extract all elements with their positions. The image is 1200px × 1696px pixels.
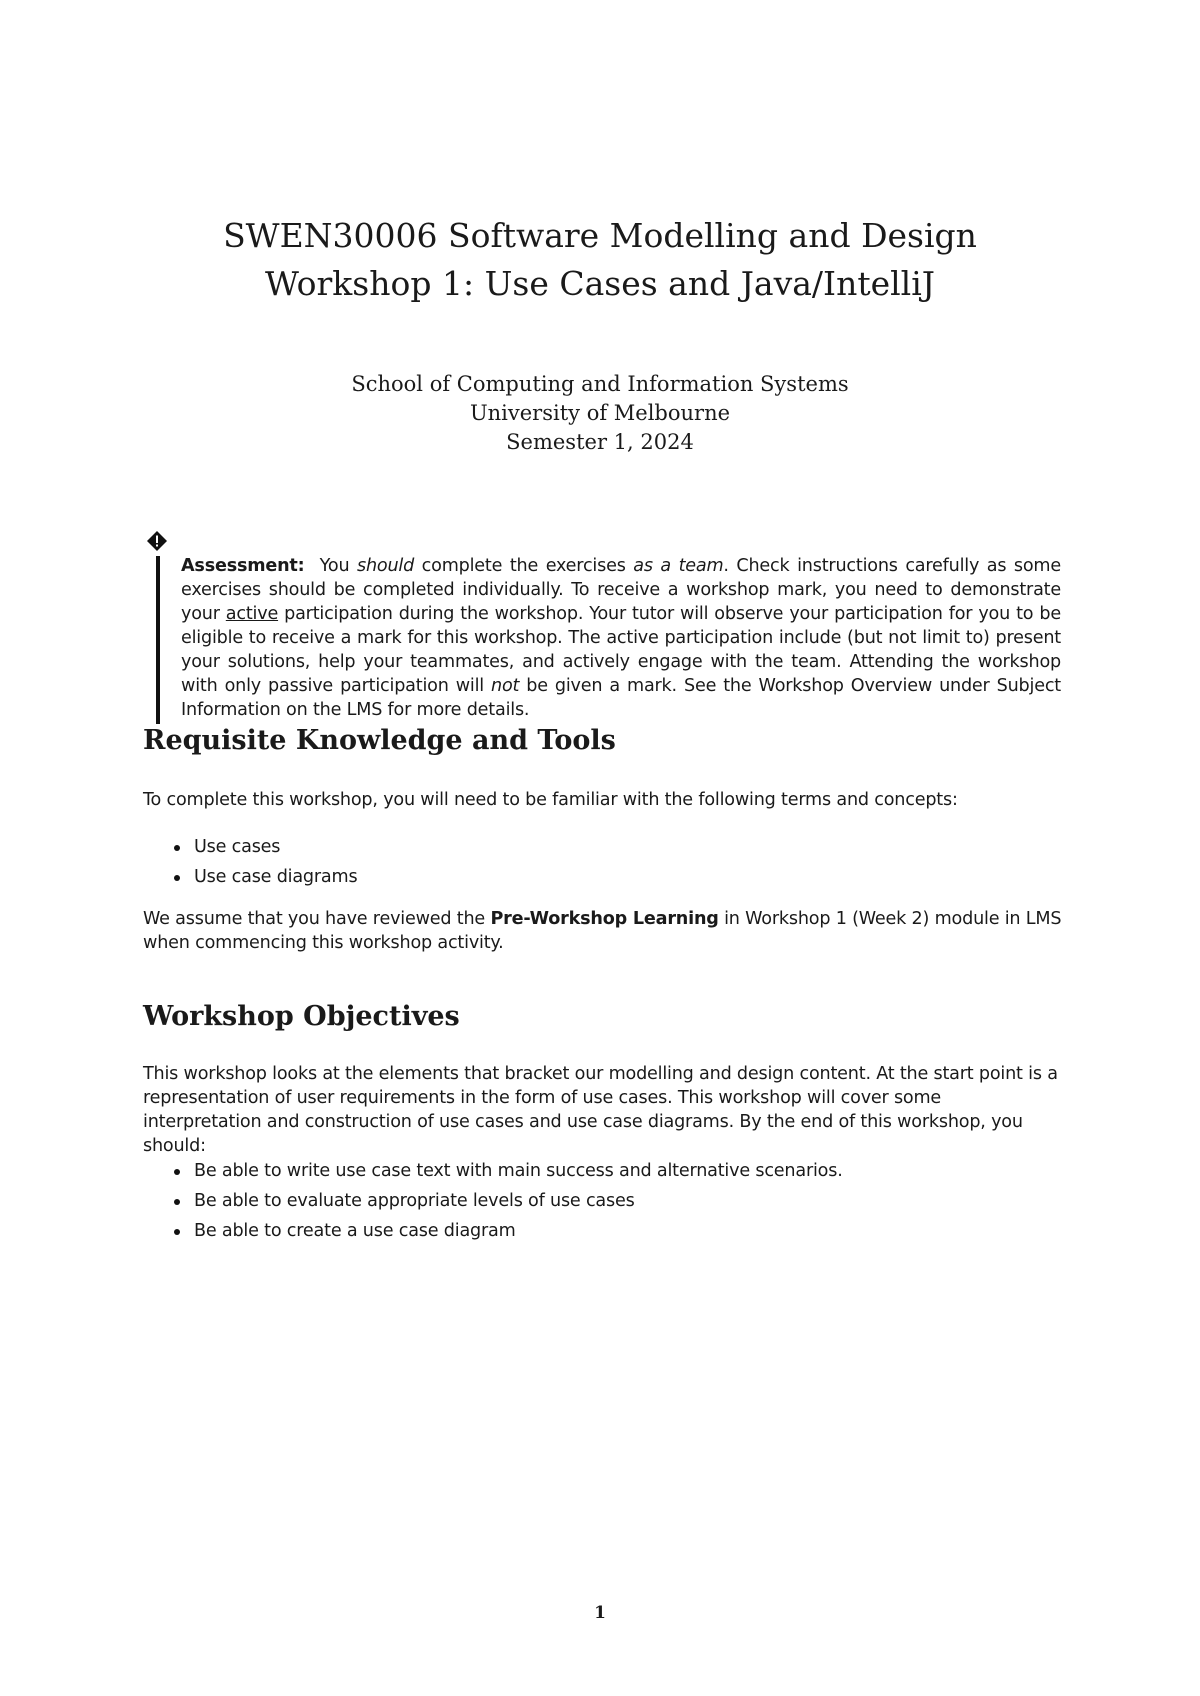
requisite-intro: To complete this workshop, you will need to be familiar with the following terms and concepts: xyxy=(143,790,958,810)
assumption-text: in Workshop 1 (Week 2) module in LMS when commencing this workshop activity. xyxy=(143,909,1062,953)
emphasis-active: active xyxy=(225,604,279,624)
document-subtitle: Workshop 1: Use Cases and Java/IntelliJ xyxy=(264,264,936,303)
section-heading-requisite: Requisite Knowledge and Tools xyxy=(143,725,616,756)
assessment-text-part: . Check instructions carefully as some exercises should be completed individually. To receive a workshop mark, you need to demonstrate your xyxy=(181,556,1061,624)
assumption-paragraph xyxy=(143,907,1063,955)
callout-bar xyxy=(156,556,160,724)
assessment-text-part: complete the exercises xyxy=(414,556,634,576)
title-block xyxy=(0,212,1200,308)
list-item: Be able to write use case text with main success and alternative scenarios. xyxy=(170,1156,843,1186)
requisite-list xyxy=(170,832,357,892)
document-title: SWEN30006 Software Modelling and Design xyxy=(223,216,977,255)
section-heading-objectives: Workshop Objectives xyxy=(143,1001,460,1032)
list-item: Be able to create a use case diagram xyxy=(170,1216,843,1246)
assessment-text-part: participation during the workshop. Your tutor will observe your participation for you to be eligible to receive a mark for this workshop. The active participation include (but not limit to) present your solutions, help your teammates, and actively engage with the team. Attending the workshop with only passive participation will xyxy=(181,604,1061,696)
affiliation-block xyxy=(0,370,1200,457)
emphasis-not: not xyxy=(491,676,520,696)
list-item: Be able to evaluate appropriate levels of use cases xyxy=(170,1186,843,1216)
emphasis-should: should xyxy=(356,556,415,576)
pre-workshop-learning: Pre-Workshop Learning xyxy=(490,909,719,929)
list-item: Use case diagrams xyxy=(170,862,357,892)
list-item: Use cases xyxy=(170,832,357,862)
semester: Semester 1, 2024 xyxy=(506,430,694,454)
assessment-label: Assessment: xyxy=(181,556,305,576)
emphasis-as-a-team: as a team xyxy=(633,556,724,576)
page-number: 1 xyxy=(594,1603,606,1623)
school-name: School of Computing and Information Systems xyxy=(351,372,849,396)
objectives-list xyxy=(170,1156,843,1246)
assessment-text xyxy=(181,554,1061,722)
assessment-text-part: You xyxy=(319,556,357,576)
assumption-text: We assume that you have reviewed the xyxy=(143,909,491,929)
exclamation-icon xyxy=(146,530,168,552)
assessment-text-part: be given a mark. See the Workshop Overview under Subject Information on the LMS for more details. xyxy=(181,676,1062,720)
university-name: University of Melbourne xyxy=(469,401,731,425)
objectives-intro: This workshop looks at the elements that bracket our modelling and design content. At the start point is a representation of user requirements in the form of use cases. This workshop will cover some interpretation and construction of use cases and use case diagrams. By the end of this workshop, you should: xyxy=(143,1064,1058,1156)
